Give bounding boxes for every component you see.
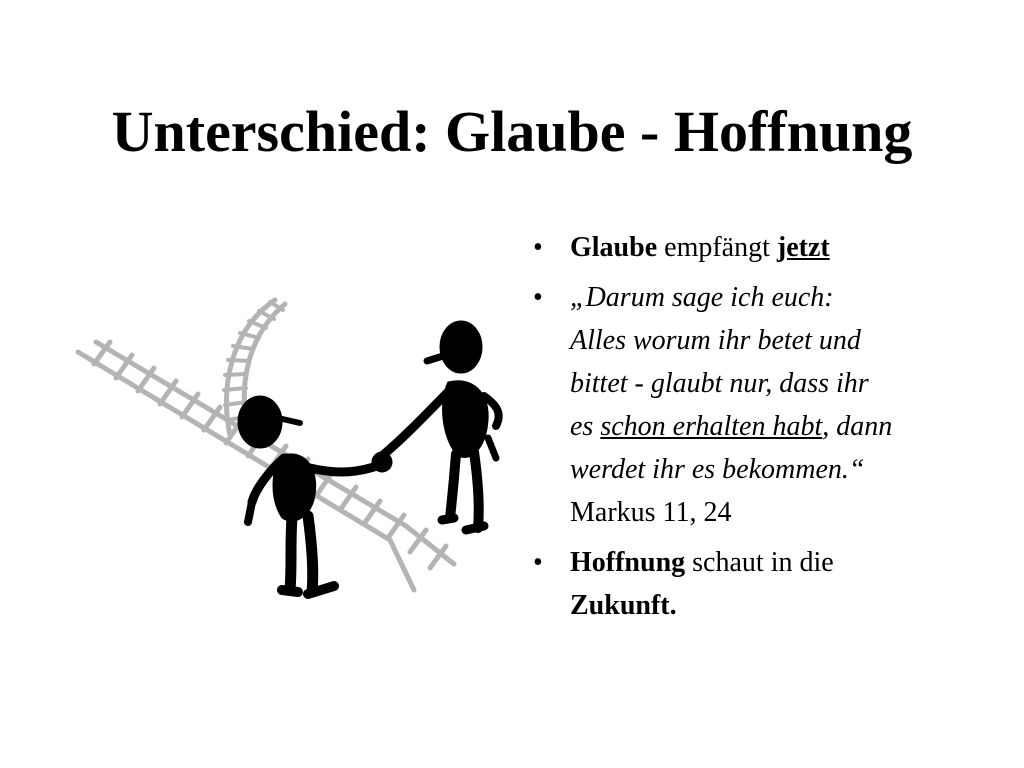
quote-line: Alles worum ihr betet und — [570, 325, 861, 356]
bullet-list — [533, 226, 1003, 634]
quote-line: werdet ihr es bekommen.“ — [570, 454, 865, 485]
bullet-emphasis: jetzt — [776, 232, 830, 263]
bullet-marker: • — [533, 282, 543, 313]
slide-title: Unterschied: Glaube - Hoffnung — [111, 99, 913, 164]
figures-on-tracks-icon — [70, 290, 510, 620]
quote-line-start: es — [570, 411, 601, 442]
bullet-marker: • — [533, 232, 543, 263]
bullet-text: schaut in die — [685, 547, 834, 578]
quote-line-end: , dann — [822, 411, 893, 442]
quote-underlined-phrase: schon erhalten habt — [600, 411, 823, 442]
quote-line: „Darum sage ich euch: — [570, 282, 834, 313]
quote-line — [570, 405, 1003, 448]
bullet-keyword: Hoffnung — [570, 547, 686, 578]
bullet-item-glaube — [533, 226, 1003, 269]
bullet-keyword-end: Zukunft. — [570, 590, 677, 621]
bullet-keyword: Glaube — [570, 232, 658, 263]
bullet-marker: • — [533, 547, 543, 578]
bible-reference: Markus 11, 24 — [570, 497, 732, 528]
bullet-item-quote — [533, 276, 1003, 534]
quote-line: bittet - glaubt nur, dass ihr — [570, 368, 869, 399]
bullet-text: empfängt — [657, 232, 777, 263]
bullet-item-hoffnung — [533, 541, 1003, 627]
